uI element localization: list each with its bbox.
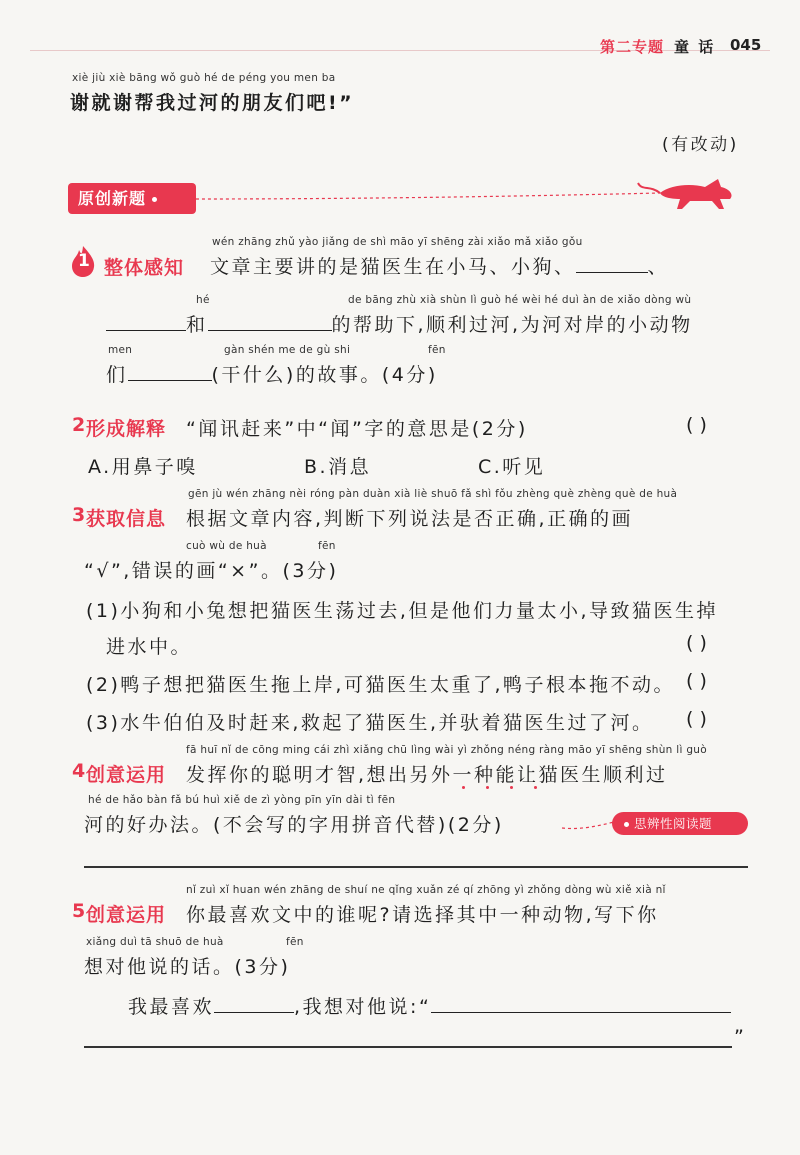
q1-pinyin-3a: men (108, 344, 133, 356)
q3-label: 获取信息 (86, 508, 167, 530)
q1-line-2 (106, 310, 693, 337)
q3-item-3: (3)水牛伯伯及时赶来,救起了猫医生,并驮着猫医生过了河。 (86, 712, 654, 734)
emphasis-dot (486, 786, 489, 789)
q1-pinyin-1: wén zhāng zhǔ yào jiǎng de shì māo yī shēng zài xiǎo mǎ xiǎo gǒu (212, 236, 583, 248)
emphasis-dot (510, 786, 513, 789)
revision-note: (有改动) (662, 135, 739, 155)
emphasis-dot (534, 786, 537, 789)
q5-answer-line[interactable] (84, 1046, 732, 1048)
banner-dashed-line-cat (190, 165, 750, 215)
badge-dash-decor (560, 810, 616, 836)
banner-dot (152, 197, 157, 202)
header-section: 第二专题 (600, 38, 665, 56)
q1-text-2a: 和 (186, 314, 208, 336)
q2-answer-paren[interactable]: ( ) (686, 414, 707, 436)
q2-text: “闻讯赶来”中“闻”字的意思是(2分) (186, 418, 528, 440)
q1-blank-4[interactable] (128, 362, 212, 381)
q5-blank-message[interactable] (431, 994, 731, 1013)
header-subject: 童 话 (674, 38, 716, 56)
q3-pinyin-2a: cuò wù de huà (186, 540, 267, 552)
q3-line-1: 根据文章内容,判断下列说法是否正确,正确的画 (186, 508, 634, 530)
q4-line-2: 河的好办法。(不会写的字用拼音代替)(2分) (84, 814, 504, 836)
q1-text-3b: (干什么)的故事。(4分) (211, 364, 438, 386)
page-number: 045 (730, 36, 762, 54)
q3-number: 3 (72, 504, 87, 526)
q3-pinyin-2b: fēn (318, 540, 336, 552)
q2-label: 形成解释 (86, 418, 167, 440)
q1-pinyin-3b: gàn shén me de gù shi (224, 344, 351, 356)
q5-pinyin-1: nǐ zuì xǐ huan wén zhāng de shuí ne qǐng xuǎn zé qí zhōng yì zhǒng dòng wù xiě xià nǐ (186, 884, 666, 896)
q4-pinyin-1: fā huī nǐ de cōng ming cái zhì xiǎng chū lìng wài yì zhǒng néng ràng māo yī shēng shùn lì guò (186, 744, 707, 756)
q5-number: 5 (72, 900, 87, 922)
q4-answer-line[interactable] (84, 866, 748, 868)
q1-pinyin-3c: fēn (428, 344, 446, 356)
q2-number: 2 (72, 414, 87, 436)
critical-reading-badge (612, 812, 748, 835)
q3-item-2-paren[interactable]: ( ) (686, 670, 707, 692)
q4-pinyin-2: hé de hǎo bàn fǎ bú huì xiě de zì yòng pīn yīn dài tì fēn (88, 794, 396, 806)
q1-number: 1 (78, 251, 91, 271)
q3-item-2: (2)鸭子想把猫医生拖上岸,可猫医生太重了,鸭子根本拖不动。 (86, 674, 675, 696)
q5-text-3b: ,我想对他说:“ (294, 996, 432, 1018)
q1-blank-2[interactable] (106, 312, 186, 331)
q2-option-b[interactable]: B.消息 (304, 456, 372, 478)
q1-text-2b: 的帮助下,顺利过河,为河对岸的小动物 (331, 314, 693, 336)
badge-dot (624, 822, 629, 827)
q4-label: 创意运用 (86, 764, 167, 786)
section-banner (68, 183, 196, 214)
q1-line-1 (210, 252, 669, 279)
q3-line-2: “√”,错误的画“×”。(3分) (84, 560, 339, 582)
dashed-curve (196, 193, 660, 199)
q3-item-3-paren[interactable]: ( ) (686, 708, 707, 730)
q3-pinyin-1: gēn jù wén zhāng nèi róng pàn duàn xià liè shuō fǎ shì fǒu zhèng què zhèng què de huà (188, 488, 678, 500)
banner-label: 原创新题 (78, 189, 147, 208)
intro-pinyin: xiè jiù xiè bāng wǒ guò hé de péng you men ba (72, 72, 336, 84)
q2-option-a[interactable]: A.用鼻子嗅 (88, 456, 198, 478)
q5-line-3 (128, 992, 731, 1019)
q5-close-quote: ” (734, 1026, 747, 1048)
q1-blank-3[interactable] (208, 312, 332, 331)
q1-line-3 (106, 360, 438, 387)
q4-number: 4 (72, 760, 87, 782)
badge-label: 思辨性阅读题 (634, 816, 713, 831)
q5-pinyin-2a: xiǎng duì tā shuō de huà (86, 936, 224, 948)
q1-label: 整体感知 (104, 257, 185, 279)
q1-text-1b: 、 (647, 256, 670, 278)
emphasis-dot (462, 786, 465, 789)
q3-item-1-cont: 进水中。 (106, 636, 193, 658)
q5-label: 创意运用 (86, 904, 167, 926)
q5-blank-animal[interactable] (214, 994, 294, 1013)
q5-line-2: 想对他说的话。(3分) (84, 956, 291, 978)
q5-line-1: 你最喜欢文中的谁呢?请选择其中一种动物,写下你 (186, 904, 659, 926)
q5-pinyin-2b: fēn (286, 936, 304, 948)
q4-line-1: 发挥你的聪明才智,想出另外一种能让猫医生顺利过 (186, 764, 668, 786)
q1-pinyin-2b: de bāng zhù xià shùn lì guò hé wèi hé duì àn de xiǎo dòng wù (348, 294, 692, 306)
q5-text-3a: 我最喜欢 (128, 996, 215, 1018)
q1-blank-1[interactable] (576, 254, 648, 273)
q3-item-1-paren[interactable]: ( ) (686, 632, 707, 654)
q3-item-1: (1)小狗和小兔想把猫医生荡过去,但是他们力量太小,导致猫医生掉 (86, 600, 718, 622)
q1-text-1a: 文章主要讲的是猫医生在小马、小狗、 (210, 256, 576, 278)
cat-icon (638, 179, 732, 209)
q1-text-3a: 们 (106, 364, 128, 386)
intro-text: 谢就谢帮我过河的朋友们吧!” (70, 92, 355, 114)
q2-option-c[interactable]: C.听见 (478, 456, 546, 478)
q1-pinyin-2a: hé (196, 294, 210, 306)
